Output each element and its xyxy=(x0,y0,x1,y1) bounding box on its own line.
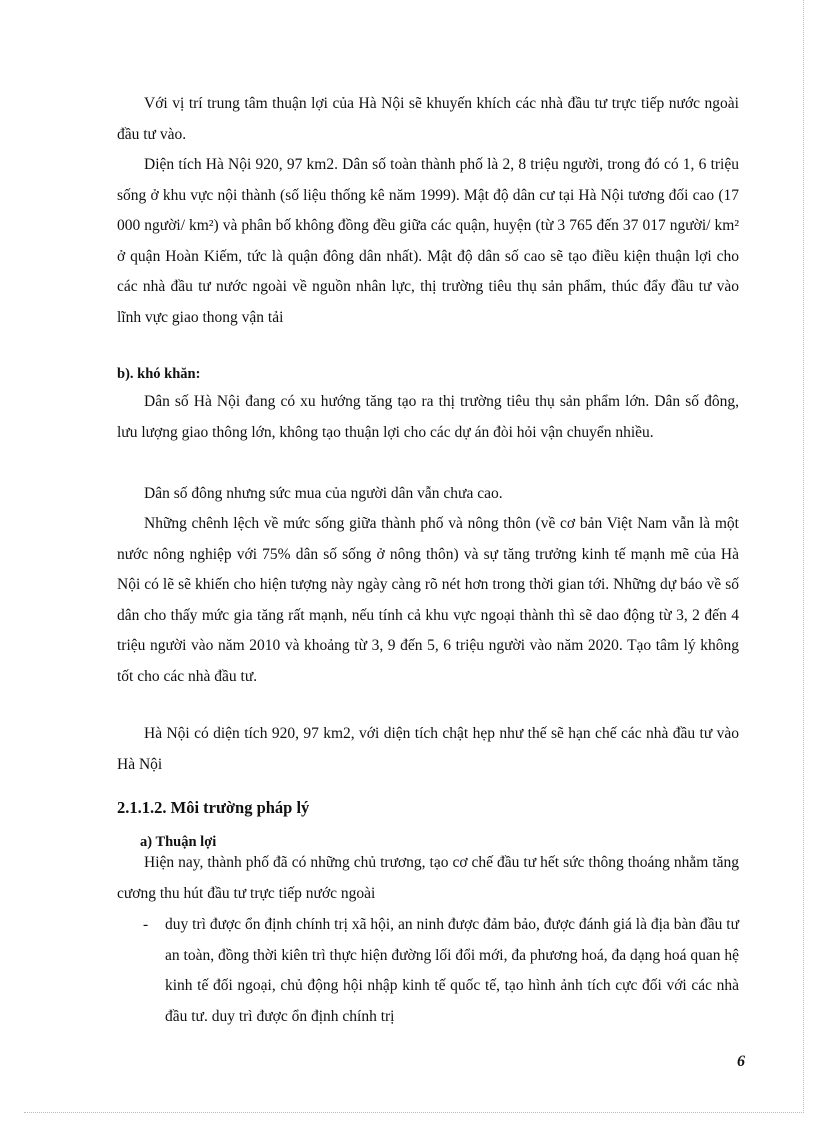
bullet-dash: - xyxy=(143,916,149,933)
page-number: 6 xyxy=(737,1053,745,1070)
page-border-right xyxy=(803,0,804,1113)
heading-difficulties: b). khó khăn: xyxy=(117,366,201,382)
section-title: 2.1.1.2. Môi trường pháp lý xyxy=(117,798,310,817)
paragraph-area-limits: Hà Nội có diện tích 920, 97 km2, với diện tích chật hẹp như thế sẽ hạn chế các nhà đầu tư vào Hà Nội xyxy=(117,725,739,773)
paragraph-area-population: Diện tích Hà Nội 920, 97 km2. Dân số toàn thành phố là 2, 8 triệu người, trong đó có 1, 6 triệu sống ở khu vực nội thành (số liệu thống kê năm 1999). Mật độ dân cư tại Hà Nội tương đối cao (17 000 người/ km²) và phân bố không đồng đều giữa các quận, huyện (từ 3 765 đến 37 017 người/ km² ở quận Hoàn Kiếm, tức là quận đông dân nhất). Mật độ dân số cao sẽ tạo điều kiện thuận lợi cho các nhà đầu tư nước ngoài về nguồn nhân lực, thị trường tiêu thụ sản phẩm, thúc đẩy đầu tư vào lĩnh vực giao thong vận tải xyxy=(117,156,739,326)
paragraph-policies: Hiện nay, thành phố đã có những chủ trương, tạo cơ chế đầu tư hết sức thông thoáng nhằm tăng cương thu hút đầu tư trực tiếp nước ngoài xyxy=(117,854,739,902)
paragraph-purchasing-power: Dân số đông nhưng sức mua của người dân vẫn chưa cao. xyxy=(144,485,503,502)
page-border-bottom xyxy=(24,1112,804,1113)
paragraph-population-growth: Dân số Hà Nội đang có xu hướng tăng tạo ra thị trường tiêu thụ sản phẩm lớn. Dân số đông, lưu lượng giao thông lớn, không tạo thuận lợi cho các dự án đòi hỏi vận chuyển nhiều. xyxy=(117,393,739,441)
bullet-text: duy trì được ổn định chính trị xã hội, an ninh được đảm bảo, được đánh giá là địa bàn đầu tư an toàn, đồng thời kiên trì thực hiện đường lối đổi mới, đa phương hoá, đa dạng hoá quan hệ kinh tế đối ngoại, chủ động hội nhập kinh tế quốc tế, tạo hình ảnh tích cực đối với các nhà đầu tư. duy trì được ổn định chính trị xyxy=(165,916,739,1025)
paragraph-living-standards: Những chênh lệch về mức sống giữa thành phố và nông thôn (về cơ bản Việt Nam vẫn là một nước nông nghiệp với 75% dân số sống ở nông thôn) và sự tăng trưởng kinh tế mạnh mẽ của Hà Nội có lẽ sẽ khiến cho hiện tượng này ngày càng rõ nét hơn trong thời gian tới. Những dự báo về số dân cho thấy mức gia tăng rất mạnh, nếu tính cả khu vực ngoại thành thì sẽ dao động từ 3, 2 đến 4 triệu người vào năm 2010 và khoảng từ 3, 9 đến 5, 6 triệu người vào năm 2020. Tạo tâm lý không tốt cho các nhà đầu tư. xyxy=(117,515,739,685)
paragraph-location-advantage: Với vị trí trung tâm thuận lợi của Hà Nội sẽ khuyến khích các nhà đầu tư trực tiếp nước ngoài đầu tư vào. xyxy=(117,95,739,143)
subsection-advantages: a) Thuận lợi xyxy=(140,834,217,850)
bullet-item xyxy=(143,910,739,1032)
